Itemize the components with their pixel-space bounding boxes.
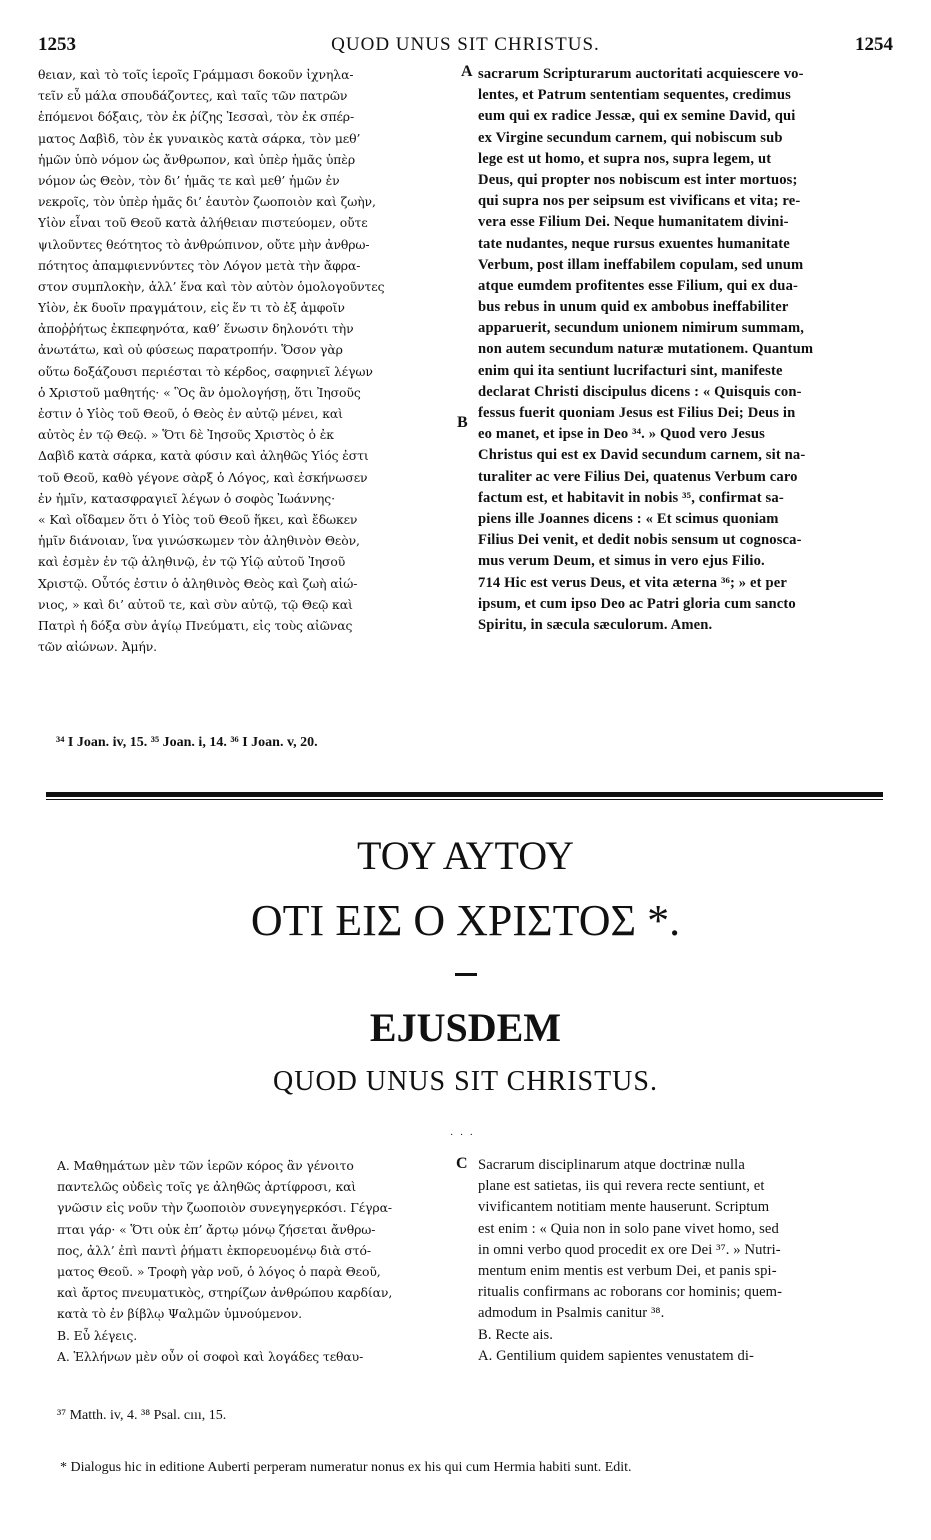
text-line: Χριστῷ. Οὗτός ἐστιν ὁ ἀληθινὸς Θεὸς καὶ ζωὴ αἰώ- bbox=[38, 575, 358, 591]
text-line: ματος Δαβὶδ, τὸν ἐκ γυναικὸς κατὰ σάρκα, τὸν μεθ’ bbox=[38, 130, 361, 146]
text-line: declarat Christi discipulus dicens : « Quisquis con- bbox=[478, 383, 802, 400]
text-line: νεκροῖς, τὸν ὑπὲρ ἡμᾶς δι’ ἑαυτὸν ζωοποιὸν καὶ ζωὴν, bbox=[38, 194, 376, 210]
text-line: γνῶσιν εἰς νοῦν τὴν ζωοποιὸν συνεγηγερκόσι. Γέγρα- bbox=[57, 1200, 392, 1216]
title-dash bbox=[455, 973, 477, 976]
text-line: B. Recte ais. bbox=[478, 1326, 554, 1343]
text-line: bus rebus in unum quid ex ambobus ineffabiliter bbox=[478, 299, 789, 316]
text-line: πότητος ἀπαμφιεννύντες τὸν Λόγον μετὰ τὴν ἄφρα- bbox=[38, 257, 361, 273]
text-line: sacrarum Scripturarum auctoritati acquiescere vo- bbox=[478, 66, 804, 82]
text-line: Υἱὸν, ἐκ δυοῖν πραγμάτοιν, εἰς ἕν τι τὸ ἐξ ἀμφοῖν bbox=[38, 300, 345, 316]
left-page-number: 1253 bbox=[38, 34, 76, 55]
text-line: στον συμπλοκὴν, ἀλλ’ ἕνα καὶ τὸν αὐτὸν ὁμολογοῦντες bbox=[38, 278, 385, 294]
greek-title-line-2: ΟΤΙ ΕΙΣ Ο ΧΡΙΣΤΟΣ *. bbox=[250, 896, 681, 945]
text-line: Sacrarum disciplinarum atque doctrinæ nulla bbox=[478, 1157, 745, 1173]
margin-marker-a: A bbox=[461, 63, 473, 80]
text-line: ματος Θεοῦ. » Τροφὴ γὰρ νοῦ, ὁ λόγος ὁ παρὰ Θεοῦ, bbox=[57, 1263, 381, 1279]
text-line: Spiritu, in sæcula sæculorum. Amen. bbox=[478, 616, 713, 633]
text-line: plane est satietas, iis qui revera recte sentiunt, et bbox=[478, 1178, 765, 1195]
text-line: factum est, et habitavit in nobis ³⁵, confirmat sa- bbox=[478, 489, 784, 506]
bottom-greek-column bbox=[57, 1155, 455, 1367]
right-page-number: 1254 bbox=[855, 34, 893, 55]
text-line: τεῖν εὖ μάλα σπουδάζοντες, καὶ ταῖς τῶν πατρῶν bbox=[38, 88, 348, 104]
text-line: Christus qui est ex David secundum carnem, sit na- bbox=[478, 447, 806, 464]
text-line: ὁ Χριστοῦ μαθητής· « Ὃς ἂν ὁμολογήσῃ, ὅτι Ἰησοῦς bbox=[38, 384, 361, 400]
text-line: Verbum, post illam ineffabilem copulam, sed unum bbox=[478, 256, 804, 273]
text-line: atque eumdem profitentes esse Filium, qui ex dua- bbox=[478, 277, 799, 294]
margin-marker-c: C bbox=[456, 1155, 468, 1172]
text-line: est enim : « Quia non in solo pane vivet homo, sed bbox=[478, 1220, 779, 1237]
text-line: enim qui ita sentiunt lucrifacturi sint, manifeste bbox=[478, 362, 783, 379]
top-greek-column bbox=[38, 64, 462, 657]
text-line: ἀποῤῥήτως ἐκπεφηνότα, καθ’ ἕνωσιν δηλονότι τὴν bbox=[38, 321, 354, 337]
bottom-footnotes: ³⁷ Matth. iv, 4. ³⁸ Psal. cııı, 15. bbox=[57, 1408, 227, 1423]
text-line: ἑπόμενοι δόξαις, τὸν ἐκ ῥίζης Ἰεσσαὶ, τὸν ἐκ σπέρ- bbox=[38, 109, 355, 125]
text-line: eo manet, et ipse in Deo ³⁴. » Quod vero Jesus bbox=[478, 426, 765, 443]
text-line: ἡμῶν ὑπὸ νόμον ὡς ἄνθρωπον, καὶ ὑπὲρ ἡμᾶς ὑπὲρ bbox=[38, 151, 356, 167]
text-line: qui supra nos per seipsum est vivificans et vita; re- bbox=[478, 193, 801, 210]
text-line: A. Gentilium quidem sapientes venustatem di- bbox=[478, 1347, 754, 1364]
text-line: tate nudantes, neque rursus exuentes humanitate bbox=[478, 235, 790, 252]
text-line: ἐν ἡμῖν, κατασφραγιεῖ λέγων ὁ σοφὸς Ἰωάννης· bbox=[38, 490, 335, 506]
text-line: καὶ ἄρτος πνευματικὸς, στηρίζων ἀνθρώπου καρδίαν, bbox=[57, 1285, 393, 1301]
section-rule-thin bbox=[46, 799, 883, 800]
greek-title-line-1: ΤΟΥ ΑΥΤΟΥ bbox=[357, 833, 574, 878]
latin-title-line-2: QUOD UNUS SIT CHRISTUS. bbox=[273, 1066, 658, 1097]
text-line: lentes, et Patrum sententiam sequentes, credimus bbox=[478, 87, 791, 104]
text-line: Υἱὸν εἶναι τοῦ Θεοῦ κατὰ ἀλήθειαν πιστεύομεν, οὔτε bbox=[38, 215, 368, 231]
text-line: Δαβὶδ κατὰ σάρκα, κατὰ φύσιν καὶ ἀληθῶς Υἱός ἐστι bbox=[38, 448, 369, 464]
bottom-latin-column bbox=[478, 1155, 893, 1367]
text-line: vera esse Filium Dei. Neque humanitatem divini- bbox=[478, 214, 789, 231]
text-line: non autem secundum naturæ mutationem. Quantum bbox=[478, 341, 814, 358]
text-line: καὶ ἐσμὲν ἐν τῷ ἀληθινῷ, ἐν τῷ Υἱῷ αὐτοῦ Ἰησοῦ bbox=[38, 554, 346, 570]
text-line: Α. Ἑλλήνων μὲν οὖν οἱ σοφοὶ καὶ λογάδες τεθαυ- bbox=[57, 1348, 364, 1364]
text-line: Πατρὶ ἡ δόξα σὺν ἁγίῳ Πνεύματι, εἰς τοὺς αἰῶνας bbox=[38, 617, 353, 633]
text-line: turaliter ac vere Filius Dei, quatenus Verbum caro bbox=[478, 468, 798, 485]
text-line: mentum enim mentis est verbum Dei, et panis spi- bbox=[478, 1262, 777, 1279]
text-line: mus verum Deum, et simus in vero ejus Filio. bbox=[478, 553, 765, 570]
text-line: 714 Hic est verus Deus, et vita æterna ³⁶; » et per bbox=[478, 574, 788, 591]
text-line: eum qui ex radice Jessæ, qui ex semine David, qui bbox=[478, 108, 796, 125]
section-rule bbox=[46, 792, 883, 797]
text-line: νόμον ὡς Θεὸν, τὸν δι’ ἡμᾶς τε καὶ μεθ’ ἡμῶν ἐν bbox=[38, 172, 340, 188]
text-line: lege est ut homo, et supra nos, supra legem, ut bbox=[478, 150, 772, 167]
text-line: τοῦ Θεοῦ, καθὸ γέγονε σὰρξ ὁ Λόγος, καὶ ἐσκήνωσεν bbox=[38, 469, 368, 485]
text-line: ψιλοῦντες θεότητος τὸ ἀνθρώπινον, οὔτε μὴν ἀνθρω- bbox=[38, 236, 370, 252]
text-line: θειαν, καὶ τὸ τοῖς ἱεροῖς Γράμμασι δοκοῦν ἰχνηλα- bbox=[38, 67, 354, 82]
text-line: οὕτω δοξάζουσι περιέσται τὸ κέρδος, σαφηνιεῖ λέγων bbox=[38, 363, 373, 379]
text-line: ἡμῖν διάνοιαν, ἵνα γινώσκωμεν τὸν ἀληθινὸν Θεὸν, bbox=[38, 533, 360, 549]
editor-note: * Dialogus hic in editione Auberti perperam numeratur nonus ex his qui cum Hermia habiti sunt. Edit. bbox=[60, 1460, 632, 1475]
text-line: piens ille Joannes dicens : « Et scimus quoniam bbox=[478, 510, 779, 527]
text-line: Α. Μαθημάτων μὲν τῶν ἱερῶν κόρος ἂν γένοιτο bbox=[57, 1158, 354, 1173]
running-header bbox=[38, 34, 893, 58]
text-line: fessus fuerit quoniam Jesus est Filius Dei; Deus in bbox=[478, 405, 796, 421]
text-line: admodum in Psalmis canitur ³⁸. bbox=[478, 1305, 665, 1322]
text-line: ex Virgine secundum carnem, qui nobiscum sub bbox=[478, 129, 783, 146]
text-line: κατὰ τὸ ἐν βίβλῳ Ψαλμῶν ὑμνούμενον. bbox=[57, 1306, 302, 1322]
text-line: πος, ἀλλ’ ἐπὶ παντὶ ῥήματι ἐκπορευομένῳ διὰ στό- bbox=[57, 1242, 371, 1258]
text-line: ritualis confirmans ac roborans cor hominis; quem- bbox=[478, 1284, 783, 1301]
text-line: ἐστιν ὁ Υἱὸς τοῦ Θεοῦ, ὁ Θεὸς ἐν αὐτῷ μένει, καὶ bbox=[38, 406, 343, 421]
top-footnotes: ³⁴ I Joan. iv, 15. ³⁵ Joan. i, 14. ³⁶ I Joan. v, 20. bbox=[56, 735, 318, 750]
text-line: apparuerit, secundum unionem nimirum summam, bbox=[478, 320, 805, 337]
text-line: ἀνωτάτω, καὶ οὐ φύσεως παρατροπήν. Ὅσον γὰρ bbox=[38, 342, 343, 358]
latin-title-line-1: EJUSDEM bbox=[369, 1005, 562, 1050]
text-line: vivificantem notitiam mente hauserunt. Scriptum bbox=[478, 1199, 770, 1216]
text-line: πται γάρ· « Ὅτι οὐκ ἐπ’ ἄρτῳ μόνῳ ζήσεται ἄνθρω- bbox=[57, 1221, 376, 1237]
text-line: in omni verbo quod procedit ex ore Dei ³⁷. » Nutri- bbox=[478, 1241, 781, 1258]
text-line: Β. Εὖ λέγεις. bbox=[57, 1327, 138, 1343]
text-line: « Καὶ οἴδαμεν ὅτι ὁ Υἱὸς τοῦ Θεοῦ ἥκει, καὶ ἔδωκεν bbox=[38, 511, 358, 527]
top-latin-column bbox=[478, 64, 893, 636]
text-line: αὐτὸς ἐν τῷ Θεῷ. » Ὅτι δὲ Ἰησοῦς Χριστὸς ὁ ἐκ bbox=[38, 427, 334, 443]
text-line: νιος, » καὶ δι’ αὐτοῦ τε, καὶ σὺν αὐτῷ, τῷ Θεῷ καὶ bbox=[38, 596, 353, 612]
margin-marker-b: B bbox=[457, 414, 468, 431]
text-line: ipsum, et cum ipso Deo ac Patri gloria cum sancto bbox=[478, 595, 796, 612]
text-line: παντελῶς οὐδεὶς τοῖς γε ἀληθῶς ἀρτίφροσι, καὶ bbox=[57, 1179, 357, 1195]
ornament-dots: · · · bbox=[450, 1130, 475, 1141]
text-line: Deus, qui propter nos nobiscum est inter mortuos; bbox=[478, 171, 798, 188]
text-line: τῶν αἰώνων. Ἀμήν. bbox=[38, 639, 157, 655]
text-line: Filius Dei venit, et dedit nobis sensum ut cognosca- bbox=[478, 532, 802, 549]
running-title: QUOD UNUS SIT CHRISTUS. bbox=[331, 34, 600, 55]
